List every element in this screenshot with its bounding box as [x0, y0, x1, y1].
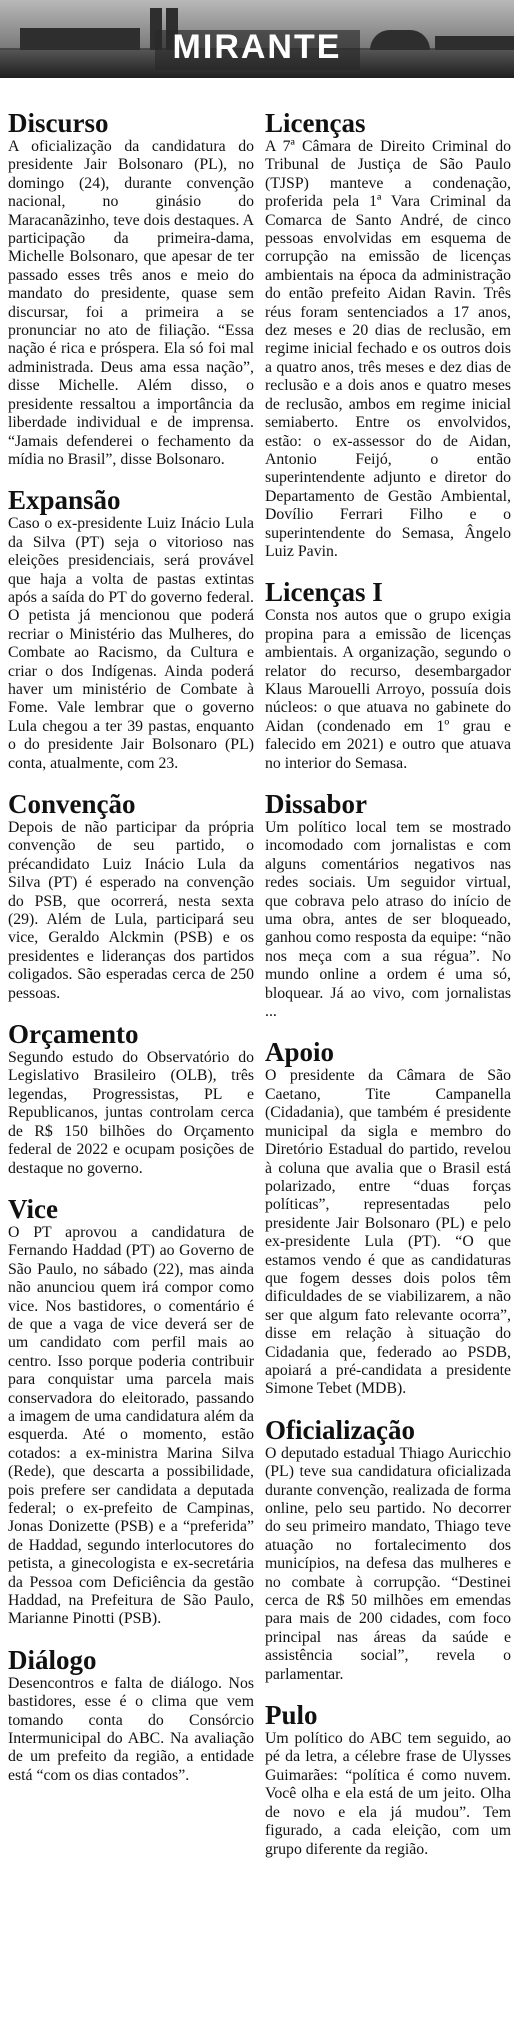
- article-heading: Licenças: [265, 108, 366, 138]
- article-heading: Diálogo: [8, 1644, 97, 1675]
- article-heading: Orçamento: [8, 1019, 139, 1050]
- column-title: MIRANTE: [172, 28, 342, 66]
- article-body: Consta nos autos que o grupo exigia propina para a emissão de licenças ambientais. A organização, segundo o relator do recurso, desembargador Klaus Marouelli Arroyo, possuía dois núcleos: o que atuava no gabinete do Aidan (condenado em 1º grau e falecido em 2021) e outro que atuava no interior do Semasa.: [265, 607, 511, 772]
- article-dialogo: [8, 1645, 254, 1785]
- article-heading: Convenção: [8, 789, 136, 819]
- article-body: O PT aprovou a candidatura de Fernando Haddad (PT) ao Governo de São Paulo, no sábado (22), mas ainda não anunciou quem irá compor como vice. Nos bastidores, o comentário é de que a vaga de vice deverá ser de um candidato com perfil mais ao centro. Isso porque poderia contribuir para conquistar uma parcela mais conservadora do eleitorado, passando a imagem de uma candidatura além da esquerda. Até o momento, estão cotados: a ex-ministra Marina Silva (Rede), que descarta a possibilidade, pois prefere ser candidata a deputada federal; o ex-prefeito de Campinas, Jonas Donizette (PSB) e a “preferida” de Haddad, segundo interlocutores do petista, a ginecologista e ex-secretária da Pessoa com Deficiência da gestão Haddad, na Prefeitura de São Paulo, Marianne Pinotti (PSB).: [8, 1223, 254, 1628]
- article-heading: Pulo: [265, 1700, 318, 1731]
- article-expansao: [8, 485, 254, 773]
- article-body: O deputado estadual Thiago Auricchio (PL) teve sua candidatura oficializada durante convenção, realizada de forma online, pelo seu partido. No decorrer do seu primeiro mandato, Thiago teve atuação no fortalecimento dos municípios, na defesa das mulheres e no combate à corrupção. “Destinei cerca de R$ 50 milhões em emendas para mais de 200 cidades, com foco principal nas áreas da saúde e assistência social”, revela o parlamentar.: [265, 1444, 511, 1683]
- article-dissabor: [265, 789, 511, 1021]
- article-heading: Discurso: [8, 108, 109, 138]
- article-licencas: [265, 108, 511, 561]
- article-body: Segundo estudo do Observatório do Legislativo Brasileiro (OLB), três legendas, Progressistas, PL e Republicanos, juntas controlam cerca de R$ 150 bilhões do Orçamento federal de 2022 e ocupam posições de destaque no governo.: [8, 1049, 254, 1177]
- article-body: Um político do ABC tem seguido, ao pé da letra, a célebre frase de Ulysses Guimarães: “política é como nuvem. Você olha e ela está de um jeito. Olha de novo e ela já mudou”. Tem figurado, a cada eleição, com um grupo diferente da região.: [265, 1730, 511, 1858]
- article-licencas-i: [265, 577, 511, 773]
- article-body: A 7ª Câmara de Direito Criminal do Tribunal de Justiça de São Paulo (TJSP) manteve a condenação, proferida pela 1ª Vara Criminal da Comarca de Santo André, de cinco pessoas envolvidas em esquema de corrupção na emissão de licenças ambientais na época da administração do então prefeito Aidan Ravin. Três réus foram sentenciados a 17 anos, dez meses e 20 dias de reclusão, em regime inicial fechado e os outros dois a quatro anos, três meses e dez dias de reclusão e a dois anos e quatro meses de reclusão, ambos em regime inicial semiaberto. Entre os envolvidos, estão: o ex-assessor do de Aidan, Antonio Feijó, o então superintendente adjunto e diretor do Departamento de Gestão Ambiental, Dovílio Ferrari Filho e o superintendente do Semasa, Ângelo Luiz Pavin.: [265, 138, 511, 560]
- left-column: [8, 108, 254, 1785]
- article-body: Caso o ex-presidente Luiz Inácio Lula da Silva (PT) seja o vitorioso nas eleições presidenciais, será provável que haja a volta de pastas extintas após a saída do PT do governo federal. O petista já mencionou que poderá recriar o Ministério das Mulheres, do Combate ao Racismo, da Cultura e criar o dos Indígenas. Ainda poderá haver um ministério de Combate à Fome. Vale lembrar que o governo Lula chegou a ter 39 pastas, enquanto o do presidente Jair Bolsonaro (PL) conta, atualmente, com 23.: [8, 515, 254, 772]
- article-orcamento: [8, 1019, 254, 1178]
- article-heading: Apoio: [265, 1037, 335, 1068]
- article-body: O presidente da Câmara de São Caetano, Tite Campanella (Cidadania), que também é presidente municipal da sigla e membro do Diretório Estadual do partido, revelou à coluna que avalia que o Brasil está polarizado, entre “duas forças políticas”, representadas pelo presidente Jair Bolsonaro (PL) e pelo ex-presidente Lula (PT). “O que estamos vendo é que as candidaturas que fogem desses dois polos têm dificuldades de se viabilizarem, a não ser que algum fato relevante ocorra”, disse em relação à situação do Cidadania que, federado ao PSDB, apoiará a pré-candidata a presidente Simone Tebet (MDB).: [265, 1067, 511, 1398]
- article-discurso: [8, 108, 254, 469]
- article-convencao: [8, 789, 254, 1003]
- article-apoio: [265, 1037, 511, 1398]
- article-heading: Dissabor: [265, 789, 368, 819]
- article-heading: Expansão: [8, 485, 121, 516]
- article-vice: [8, 1194, 254, 1629]
- article-heading: Licenças I: [265, 577, 383, 608]
- article-oficializacao: [265, 1415, 511, 1684]
- article-body: Um político local tem se mostrado incomodado com jornalistas e com alguns comentários negativos nas redes sociais. Um seguidor virtual, que cobrava pelo atraso do início de uma obra, antes de ser bloqueado, ganhou como resposta da equipe: “não nos meça com a sua régua”. No mundo online a ordem é uma só, bloquear. Já ao vivo, com jornalistas ...: [265, 819, 511, 1021]
- article-body: Depois de não participar da própria convenção de seu partido, o précandidato Luiz Inácio Lula da Silva (PT) é esperado na convenção do PSB, que ocorrerá, nesta sexta (29). Além de Lula, participará seu vice, Geraldo Alckmin (PSB) e os presidentes e lideranças dos partidos coligados. São esperadas cerca de 250 pessoas.: [8, 819, 254, 1002]
- article-pulo: [265, 1700, 511, 1859]
- article-heading: Vice: [8, 1193, 58, 1224]
- masthead-banner: [0, 0, 514, 78]
- article-body: Desencontros e falta de diálogo. Nos bastidores, esse é o clima que vem tomando conta do Consórcio Intermunicipal do ABC. Na avaliação de um prefeito da região, a entidade está “com os dias contados”.: [8, 1674, 254, 1784]
- article-body: A oficialização da candidatura do presidente Jair Bolsonaro (PL), no domingo (24), durante convenção nacional, no ginásio do Maracanãzinho, teve dois destaques. A participação da primeira-dama, Michelle Bolsonaro, que apesar de ter passado esses três anos e meio do mandato do presidente, quase sem discursar, foi a primeira a se pronunciar no ato de filiação. “Essa nação é rica e próspera. Ela só foi mal administrada. Deus ama essa nação”, disse Michelle. Além disso, o presidente ressaltou a importância da liberdade individual e de imprensa. “Jamais defenderei o fechamento da mídia no Brasil”, disse Bolsonaro.: [8, 138, 254, 468]
- right-column: [265, 108, 511, 1859]
- article-heading: Oficialização: [265, 1414, 415, 1445]
